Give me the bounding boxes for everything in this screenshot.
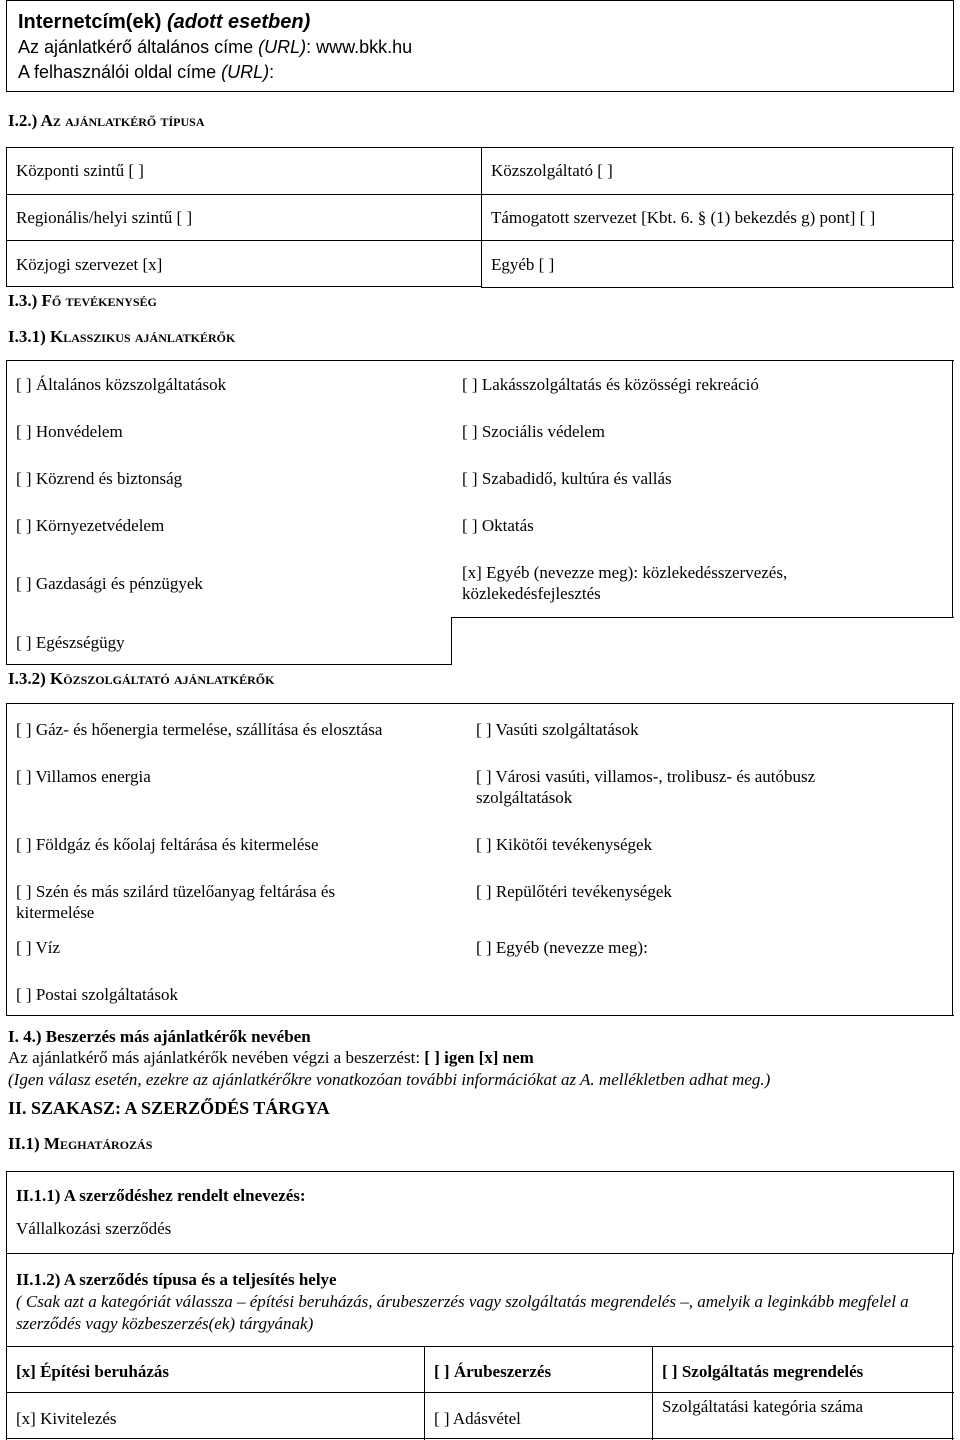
utility-other-note: (nevezze meg): <box>543 938 648 957</box>
authority-type-regional: Regionális/helyi szintű [ ] <box>16 208 193 227</box>
utility-postal: [ ] Postai szolgáltatások <box>16 985 178 1004</box>
contract-type-note-em: szerződés vagy közbeszerzés(ek) tárgyának) <box>16 1314 314 1333</box>
authority-type-public-law: Közjogi szervezet [x] <box>16 255 163 274</box>
utility-other-prefix: [ ] Egyéb <box>476 938 544 957</box>
authority-type-other: Egyéb [ ] <box>491 255 555 274</box>
contract-subtype-execution: [x] Kivitelezés <box>16 1409 117 1428</box>
section-i4-question <box>8 1047 534 1068</box>
utility-oil-gas: [ ] Földgáz és kőolaj feltárása és kitermelése <box>16 835 319 854</box>
buyer-profile-line <box>18 61 274 84</box>
classic-health: [ ] Egészségügy <box>16 633 125 652</box>
buyer-profile-label: A felhasználói oldal címe <box>18 62 222 82</box>
classic-public-order: [ ] Közrend és biztonság <box>16 469 183 488</box>
contract-type-works: [x] Építési beruházás <box>16 1362 169 1381</box>
utility-water: [ ] Víz <box>16 938 61 957</box>
utility-port: [ ] Kikötői tevékenységek <box>476 835 653 854</box>
section-i4-note: (Igen válasz esetén, ezekre az ajánlatkérőkre vonatkozóan további információkat az A. mellékletben adhat meg.) <box>8 1070 771 1089</box>
internet-title-note: (adott esetben) <box>166 11 311 33</box>
contract-type-supplies: [ ] Árubeszerzés <box>434 1362 552 1381</box>
contract-name-box <box>6 1171 954 1254</box>
buyer-profile-suffix: : <box>269 62 275 82</box>
general-address-value: : www.bkk.hu <box>306 37 413 57</box>
authority-type-central: Központi szintű [ ] <box>16 161 144 180</box>
contract-name-heading: II.1.1) A szerződéshez rendelt elnevezés: <box>16 1186 306 1205</box>
general-address-label: Az ajánlatkérő általános címe <box>18 37 259 57</box>
classic-economic-affairs: [ ] Gazdasági és pénzügyek <box>16 574 203 593</box>
section-i4-heading: I. 4.) Beszerzés más ajánlatkérők nevében <box>8 1027 311 1046</box>
classic-general-services: [ ] Általános közszolgáltatások <box>16 375 227 394</box>
authority-type-utility: Közszolgáltató [ ] <box>491 161 613 180</box>
contract-type-note <box>16 1291 941 1335</box>
contract-name-value: Vállalkozási szerződés <box>16 1219 172 1238</box>
section-i2-heading: I.2.) Az ajánlatkérő típusa <box>8 111 205 130</box>
classic-other <box>462 562 862 605</box>
i4-question-text: Az ajánlatkérő más ajánlatkérők nevében végzi a beszerzést: <box>8 1048 425 1067</box>
section-i3-heading: I.3.) Fő tevékenység <box>8 291 157 310</box>
contract-type-note-text: ( Csak azt a kategóriát válassza – építési beruházás, árubeszerzés vagy szolgáltatás megrendelés –, amelyik a leginkább megfelel a <box>16 1292 909 1311</box>
classic-culture: [ ] Szabadidő, kultúra és vallás <box>462 469 672 488</box>
authority-type-subsidised: Támogatott szervezet [Kbt. 6. § (1) bekezdés g) pont] [ ] <box>491 208 876 227</box>
classic-defence: [ ] Honvédelem <box>16 422 123 441</box>
contract-type-heading: II.1.2) A szerződés típusa és a teljesítés helye <box>16 1270 337 1289</box>
section-ii1-heading: II.1) Meghatározás <box>8 1134 153 1153</box>
utility-electricity: [ ] Villamos energia <box>16 767 151 786</box>
contract-subtype-purchase: [ ] Adásvétel <box>434 1409 521 1428</box>
general-address-line <box>18 36 412 59</box>
contract-subtype-service-category: Szolgáltatási kategória száma <box>662 1397 864 1416</box>
classic-other-prefix: [x] Egyéb <box>462 563 534 582</box>
classic-other-note: (nevezze meg) <box>533 563 634 582</box>
internet-title <box>18 10 310 35</box>
classic-education: [ ] Oktatás <box>462 516 534 535</box>
utility-railway: [ ] Vasúti szolgáltatások <box>476 720 639 739</box>
buyer-url-tag: (URL) <box>221 62 270 82</box>
section-ii-heading: II. SZAKASZ: A SZERZŐDÉS TÁRGYA <box>8 1098 330 1118</box>
general-url-tag: (URL) <box>258 37 307 57</box>
classic-housing: [ ] Lakásszolgáltatás és közösségi rekreáció <box>462 375 759 394</box>
utility-gas-heat: [ ] Gáz- és hőenergia termelése, szállítása és elosztása <box>16 720 383 739</box>
utility-airport: [ ] Repülőtéri tevékenységek <box>476 882 672 901</box>
classic-social: [ ] Szociális védelem <box>462 422 606 441</box>
section-i31-heading: I.3.1) Klasszikus ajánlatkérők <box>8 327 236 346</box>
classic-environment: [ ] Környezetvédelem <box>16 516 165 535</box>
internet-title-text: Internetcím(ek) <box>18 11 167 33</box>
utility-urban-transport: [ ] Városi vasúti, villamos-, trolibusz- és autóbusz szolgáltatások <box>476 767 816 808</box>
contract-type-services: [ ] Szolgáltatás megrendelés <box>662 1362 864 1381</box>
utility-coal: [ ] Szén és más szilárd tüzelőanyag feltárása és kitermelése <box>16 882 336 923</box>
i4-answer: [ ] igen [x] nem <box>424 1048 534 1067</box>
section-i32-heading: I.3.2) Közszolgáltató ajánlatkérők <box>8 669 275 688</box>
utility-other <box>476 937 648 958</box>
classic-other-value: : közlekedésszervezés, közlekedésfejlesztés <box>462 563 788 604</box>
